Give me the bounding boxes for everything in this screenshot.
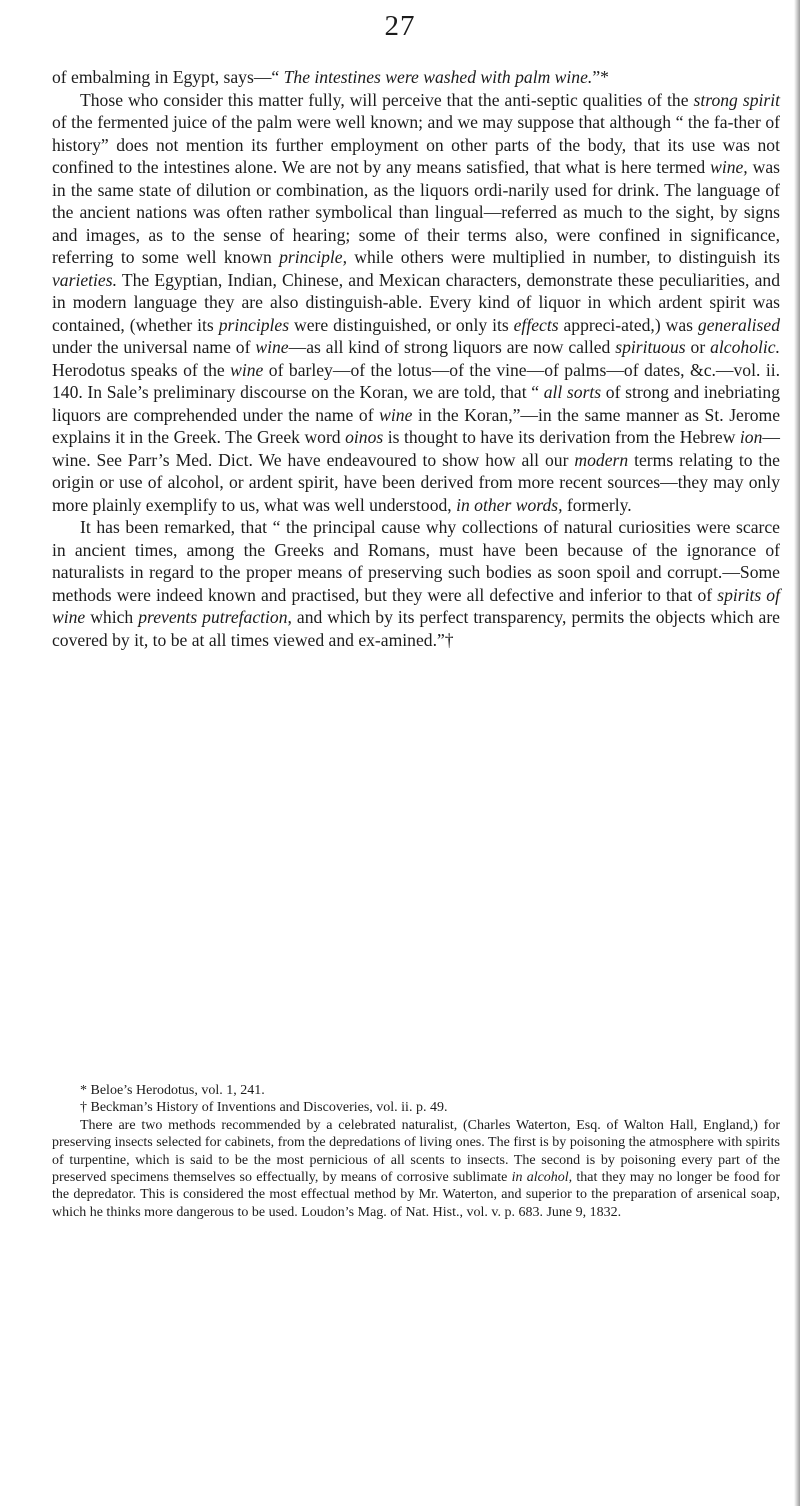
italic-text-run: wine: [255, 337, 289, 357]
text-run: formerly.: [562, 494, 632, 515]
italic-text-run: wine,: [710, 157, 748, 177]
italic-text-run: principle,: [279, 247, 347, 267]
italic-text-run: effects: [513, 314, 559, 335]
text-run: It has been remarked, that “ the principal cause why collections of natural curiosities were scarce in ancient times, among the Greeks and Romans, must have been because of the ignorance of naturalists in regard to the proper means of preserving such bodies as soon spoil and corrupt.—Some methods were indeed known and practised, but they were all defective and inferior to that of: [52, 517, 780, 605]
page-edge: [794, 0, 800, 1506]
text-run: which: [85, 607, 139, 627]
text-run: is thought to have its derivation from the Hebrew: [383, 427, 740, 447]
text-run: of strong and inebriating liquors are comprehended under the name of: [52, 382, 780, 425]
italic-text-run: strong spirit: [693, 89, 780, 110]
italic-text-run: in alcohol,: [511, 1170, 573, 1186]
text-run: terms relating to the origin or use of alcohol, or ardent spirit, have been derived from more recent sources—they may only more plainly exemplify to us, what was well understood,: [52, 449, 780, 515]
italic-text-run: principles: [218, 314, 290, 335]
text-run: in the Koran,”—in the same manner as St. Jerome explains it in the Greek. The Greek word: [52, 404, 780, 447]
italic-text-run: wine: [379, 404, 413, 425]
italic-text-run: all sorts: [543, 382, 602, 402]
italic-text-run: alcoholic.: [710, 337, 780, 357]
italic-text-run: oinos: [345, 427, 384, 447]
body-text: [52, 66, 780, 651]
text-run: ”*: [592, 67, 609, 87]
text-run: or: [685, 337, 711, 357]
text-run: The Egyptian, Indian, Chinese, and Mexican characters, demonstrate these peculiarities, and in modern language they are also distinguish-able. Every kind of liquor in which ardent spirit was contained, (whether its: [52, 269, 780, 335]
text-run: that they may no longer be food for the depredator. This is considered the most effectual method by Mr. Waterton, and superior to the preparation of arsenical soap, which he thinks more dangerous to be used. Loudon’s Mag. of Nat. Hist., vol. v. p. 683. June 9, 1832.: [52, 1170, 780, 1220]
paragraph-3: [52, 516, 780, 651]
italic-text-run: spirits of wine: [52, 584, 780, 627]
italic-text-run: spirituous: [615, 337, 686, 357]
text-run: under the universal name of: [52, 337, 256, 357]
italic-text-run: generalised: [697, 314, 780, 335]
text-run: was in the same state of dilution or combination, as the liquors ordi-narily used for drink. The language of the ancient nations was often rather symbolical than lingual—referred as much to the sight, by signs and images, as to the sense of hearing; some of their terms also, were confined in significance, referring to some well known: [52, 157, 780, 267]
text-run: Herodotus speaks of the: [52, 359, 231, 380]
text-run: of the fermented juice of the palm were well known; and we may suppose that although “ the fa-ther of history” does not mention its further employment on other parts of the body, that its use was not confined to the intestines alone. We are not by any means satisfied, that what is here termed: [52, 112, 780, 177]
text-run: of barley—of the lotus—of the vine—of palms—of dates, &c.—vol. ii. 140. In Sale’s preliminary discourse on the Koran, we are told, that “: [52, 359, 780, 402]
page-number: 27: [384, 10, 416, 42]
footnote-beckman: [52, 1099, 780, 1116]
paragraph-2: [52, 89, 780, 517]
italic-text-run: modern: [574, 449, 629, 470]
italic-text-run: in other words,: [456, 494, 563, 515]
footnote-beloe: [52, 1082, 780, 1099]
italic-text-run: ion: [739, 427, 763, 447]
footnotes: [52, 1082, 780, 1221]
text-run: were distinguished, or only its: [289, 314, 514, 335]
text-run: † Beckman’s History of Inventions and Discoveries, vol. ii. p. 49.: [80, 1100, 448, 1116]
italic-text-run: prevents putrefaction: [138, 607, 288, 627]
paragraph-1: [52, 66, 780, 89]
text-run: * Beloe’s Herodotus, vol. 1, 241.: [80, 1083, 265, 1098]
text-run: of embalming in Egypt, says—“: [52, 67, 284, 87]
text-run: while others were multiplied in number, to distinguish its: [347, 247, 780, 267]
text-run: —as all kind of strong liquors are now called: [288, 337, 616, 357]
text-run: appreci-ated,) was: [558, 314, 698, 335]
italic-text-run: varieties.: [52, 269, 117, 290]
italic-text-run: wine: [230, 359, 264, 380]
text-run: Those who consider this matter fully, will perceive that the anti-septic qualities of the: [80, 89, 694, 110]
footnote-waterton: [52, 1117, 780, 1221]
text-run: , and which by its perfect transparency, permits the objects which are covered by it, to be at all times viewed and ex-amined.”†: [52, 607, 780, 650]
text-run: —wine. See Parr’s Med. Dict. We have endeavoured to show how all our: [52, 427, 780, 470]
text-run: There are two methods recommended by a celebrated naturalist, (Charles Waterton, Esq. of Walton Hall, England,) for preserving insects selected for cabinets, from the depredations of living ones. The first is by poisoning the atmosphere with spirits of turpentine, which is said to be the most pernicious of all scents to insects. The second is by poisoning every part of the preserved specimens themselves so effectually, by means of corrosive sublimate: [52, 1117, 780, 1186]
italic-text-run: The intestines were washed with palm wine.: [283, 67, 593, 87]
